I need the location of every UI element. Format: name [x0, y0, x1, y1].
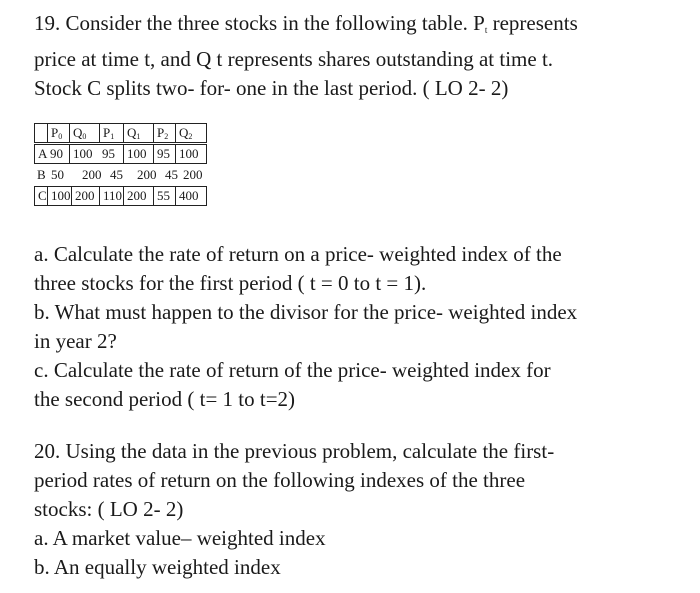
table-cell: 100 — [123, 145, 153, 163]
q20-line: stocks: ( LO 2- 2) — [34, 497, 184, 521]
table-cell-stock: B — [37, 167, 46, 182]
table-row-c — [34, 186, 207, 206]
q20-line: period rates of return on the following indexes of the three — [34, 468, 526, 492]
question-19-parts — [34, 240, 577, 414]
q20-line: 20. Using the data in the previous problem, calculate the first- — [34, 439, 555, 463]
table-cell: 200 — [82, 167, 102, 182]
table-header-p0: $P_0$ — [47, 124, 69, 142]
q19-part-line: three stocks for the first period ( t = 0 to t = 1). — [34, 271, 427, 295]
q19-part-line: b. What must happen to the divisor for the price- weighted index — [34, 300, 578, 324]
q19-part-line: the second period ( t= 1 to t=2) — [34, 387, 296, 411]
question-19-intro — [34, 9, 578, 103]
table-header-blank — [34, 124, 47, 142]
table-cell: 45 — [165, 167, 178, 182]
table-cell: 200 — [137, 167, 157, 182]
table-cell: 100 — [69, 145, 99, 163]
q19-intro-line-1: 19. Consider the three stocks in the following table. Pt represents — [34, 11, 578, 35]
table-header-q0: $Q_0$ — [69, 124, 99, 142]
table-cell: 100 — [175, 145, 206, 163]
table-cell-stock: C — [34, 187, 47, 205]
table-cell: 95 — [102, 146, 115, 161]
table-row-b — [34, 166, 206, 184]
question-20 — [34, 437, 554, 582]
table-cell: 95 — [153, 145, 175, 163]
q19-intro-line-3: Stock C splits two- for- one in the last period. ( LO 2- 2) — [34, 76, 509, 100]
q20-line: b. An equally weighted index — [34, 555, 281, 579]
q19-part-line: c. Calculate the rate of return of the price- weighted index for — [34, 358, 551, 382]
table-cell: 55 — [153, 187, 175, 205]
q19-intro-line-2: price at time t, and Q t represents shares outstanding at time t. — [34, 47, 554, 71]
table-cell: 110 — [99, 187, 123, 205]
table-cell: 45 — [110, 167, 123, 182]
table-cell-stock: A — [34, 145, 47, 163]
q19-part-line: in year 2? — [34, 329, 117, 353]
table-header-p2: $P_2$ — [153, 124, 175, 142]
table-cell: 100 — [47, 187, 71, 205]
table-cell: 90 — [50, 146, 63, 161]
stock-data-table — [34, 123, 207, 206]
q20-line: a. A market value– weighted index — [34, 526, 326, 550]
table-row-a — [34, 144, 207, 164]
table-cell: 400 — [175, 187, 206, 205]
q19-part-line: a. Calculate the rate of return on a price- weighted index of the — [34, 242, 562, 266]
table-header-q1: $Q_1$ — [123, 124, 153, 142]
table-cell: 200 — [183, 167, 203, 182]
table-header-row — [34, 123, 207, 143]
table-header-p1: $P_1$ — [99, 124, 123, 142]
table-cell: 200 — [123, 187, 153, 205]
table-header-q2: $Q_2$ — [175, 124, 206, 142]
table-cell: 50 — [51, 167, 64, 182]
table-cell: 200 — [71, 187, 99, 205]
